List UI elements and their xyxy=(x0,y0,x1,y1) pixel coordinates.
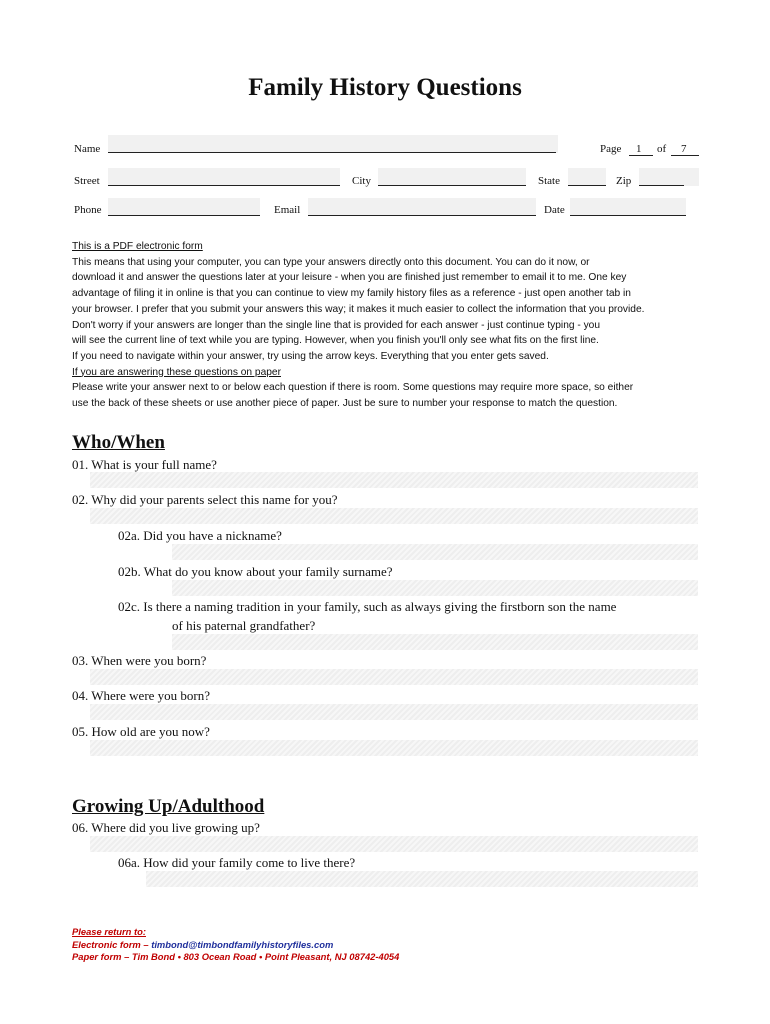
page-current-underline xyxy=(629,155,653,156)
answer-field-01[interactable] xyxy=(90,472,698,488)
question-06: 06. Where did you live growing up? xyxy=(72,820,260,835)
question-02c-continued: of his paternal grandfather? xyxy=(172,618,316,633)
phone-field[interactable] xyxy=(108,198,260,216)
date-label: Date xyxy=(544,204,565,216)
street-underline xyxy=(108,185,340,186)
answer-field-02c[interactable] xyxy=(172,634,698,650)
page-title: Family History Questions xyxy=(248,74,522,101)
city-underline xyxy=(378,185,526,186)
question-05: 05. How old are you now? xyxy=(72,724,210,739)
intro-line: If you need to navigate within your answer, try using the arrow keys. Everything that you enter gets saved. xyxy=(72,350,549,362)
section-title-who-when: Who/When xyxy=(72,432,165,453)
state-underline xyxy=(568,185,606,186)
question-02: 02. Why did your parents select this name for you? xyxy=(72,492,338,507)
city-field[interactable] xyxy=(378,168,526,186)
street-label: Street xyxy=(74,175,100,187)
answer-field-02b[interactable] xyxy=(172,580,698,596)
name-underline xyxy=(108,152,556,153)
intro-line: Please write your answer next to or below each question if there is room. Some questions may require more space, so either xyxy=(72,382,634,394)
page-total-underline xyxy=(671,155,699,156)
footer-electronic-line xyxy=(72,939,712,952)
intro-heading-paper: If you are answering these questions on paper xyxy=(72,366,281,378)
zip-field[interactable] xyxy=(639,168,699,186)
date-underline xyxy=(570,215,686,216)
intro-block xyxy=(72,239,732,412)
intro-line: advantage of filing it in online is that you can continue to view my family history files as a reference - just open another tab in xyxy=(72,288,631,300)
question-02c: 02c. Is there a naming tradition in your family, such as always giving the firstborn son the name xyxy=(118,599,617,614)
phone-label: Phone xyxy=(74,204,102,216)
intro-line: your browser. I prefer that you submit your answers this way; it makes it much easier to collect the information that you provide. xyxy=(72,303,645,315)
footer-paper-line: Paper form – Tim Bond • 803 Ocean Road • Point Pleasant, NJ 08742-4054 xyxy=(72,951,400,962)
footer-email-link[interactable]: timbond@timbondfamilyhistoryfiles.com xyxy=(151,938,334,950)
state-label: State xyxy=(538,175,560,187)
question-03: 03. When were you born? xyxy=(72,653,207,668)
page-label: Page xyxy=(600,143,622,155)
intro-line: This means that using your computer, you can type your answers directly onto this document. You can do it now, or xyxy=(72,256,590,268)
answer-field-06[interactable] xyxy=(90,836,698,852)
zip-label: Zip xyxy=(616,175,632,187)
question-02b: 02b. What do you know about your family surname? xyxy=(118,564,393,579)
email-underline xyxy=(308,215,536,216)
page-total: 7 xyxy=(681,143,687,155)
intro-line: will see the current line of text while you are typing. However, when you finish you'll only see what fits on the first line. xyxy=(72,335,599,347)
footer-electronic-prefix: Electronic form – xyxy=(72,938,152,950)
city-label: City xyxy=(352,175,371,187)
name-field[interactable] xyxy=(108,135,558,153)
intro-heading-electronic: This is a PDF electronic form xyxy=(72,241,203,252)
question-06a: 06a. How did your family come to live there? xyxy=(118,855,356,870)
email-field[interactable] xyxy=(308,198,536,216)
email-label: Email xyxy=(274,204,301,216)
of-label: of xyxy=(657,143,667,155)
answer-field-06a[interactable] xyxy=(146,871,698,887)
intro-line: use the back of these sheets or use another piece of paper. Just be sure to number your response to match the question. xyxy=(72,398,618,410)
intro-line: download it and answer the questions later at your leisure - when you are finished just remember to email it to me. One key xyxy=(72,272,627,284)
question-02a: 02a. Did you have a nickname? xyxy=(118,528,282,543)
state-field[interactable] xyxy=(568,168,606,186)
answer-field-05[interactable] xyxy=(90,740,698,756)
answer-field-03[interactable] xyxy=(90,669,698,685)
date-field[interactable] xyxy=(570,198,686,216)
question-01: 01. What is your full name? xyxy=(72,457,217,472)
phone-underline xyxy=(108,215,260,216)
answer-field-02[interactable] xyxy=(90,508,698,524)
footer xyxy=(72,926,712,964)
answer-field-02a[interactable] xyxy=(172,544,698,560)
section-title-growing-up: Growing Up/Adulthood xyxy=(72,796,265,817)
page-current: 1 xyxy=(636,143,642,155)
street-field[interactable] xyxy=(108,168,340,186)
zip-underline xyxy=(639,185,684,186)
footer-return-label: Please return to: xyxy=(72,926,146,937)
question-04: 04. Where were you born? xyxy=(72,688,211,703)
answer-field-04[interactable] xyxy=(90,704,698,720)
intro-line: Don't worry if your answers are longer than the single line that is provided for each answer - just continue typing - you xyxy=(72,319,601,331)
name-label: Name xyxy=(74,143,101,155)
